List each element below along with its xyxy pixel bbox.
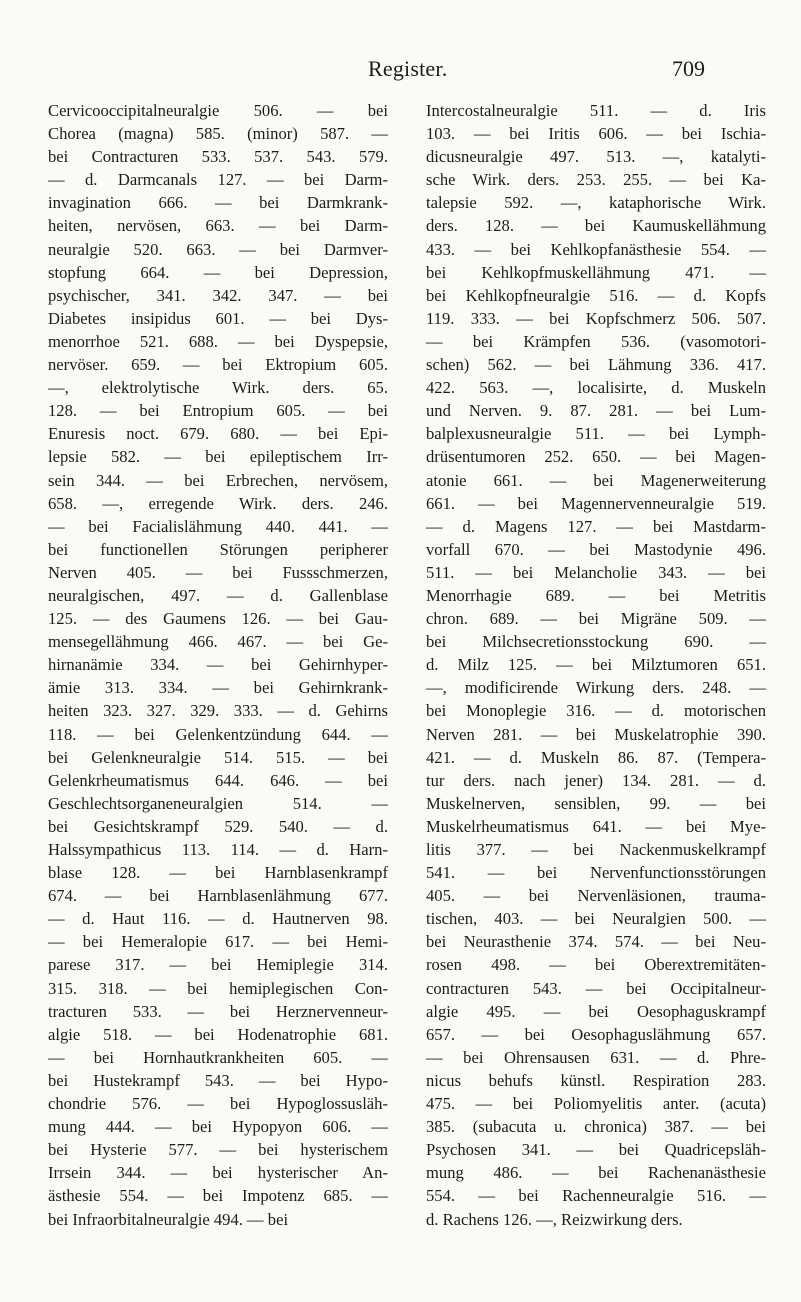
index-line: mensegellähmung 466. 467. — bei Ge- <box>48 632 388 652</box>
index-line: bei Hysterie 577. — bei hysterischem <box>48 1140 388 1160</box>
index-line: tischen, 403. — bei Neuralgien 500. — <box>426 909 766 929</box>
index-line: Menorrhagie 689. — bei Metritis <box>426 585 766 605</box>
index-line: — d. Darmcanals 127. — bei Darm- <box>48 170 388 190</box>
index-line: 103. — bei Iritis 606. — bei Ischia- <box>426 124 766 144</box>
index-line: tracturen 533. — bei Herznervenneur- <box>48 1001 388 1021</box>
index-line: Nerven 281. — bei Muskelatrophie 390. <box>426 724 766 744</box>
index-line: Muskelnerven, sensiblen, 99. — bei <box>426 793 766 813</box>
index-line: 661. — bei Magennervenneuralgie 519. <box>426 493 766 513</box>
index-line: ästhesie 554. — bei Impotenz 685. — <box>48 1186 388 1206</box>
running-head <box>0 56 801 86</box>
index-line: Muskelrheumatismus 641. — bei Mye- <box>426 816 766 836</box>
index-line: rosen 498. — bei Oberextremitäten- <box>426 955 766 975</box>
index-column-left <box>48 99 388 1231</box>
index-line: neuralgie 520. 663. — bei Darmver- <box>48 239 388 259</box>
index-line: — bei Facialislähmung 440. 441. — <box>48 516 388 536</box>
running-title: Register. <box>368 56 448 81</box>
index-line: Nerven 405. — bei Fussschmerzen, <box>48 562 388 582</box>
index-line: atonie 661. — bei Magenerweiterung <box>426 470 766 490</box>
index-line: menorrhoe 521. 688. — bei Dyspepsie, <box>48 331 388 351</box>
index-line: drüsentumoren 252. 650. — bei Magen- <box>426 447 766 467</box>
index-line: —, modificirende Wirkung ders. 248. — <box>426 678 766 698</box>
index-line: nicus behufs künstl. Respiration 283. <box>426 1070 766 1090</box>
index-line: Psychosen 341. — bei Quadricepsläh- <box>426 1140 766 1160</box>
index-line: und Nerven. 9. 87. 281. — bei Lum- <box>426 401 766 421</box>
index-line: Diabetes insipidus 601. — bei Dys- <box>48 308 388 328</box>
index-line: bei Infraorbitalneuralgie 494. — bei <box>48 1209 289 1229</box>
index-line: balplexusneuralgie 511. — bei Lymph- <box>426 424 766 444</box>
index-line: — bei Krämpfen 536. (vasomotori- <box>426 331 766 351</box>
index-line: — bei Ohrensausen 631. — d. Phre- <box>426 1047 766 1067</box>
index-line: chondrie 576. — bei Hypoglossusläh- <box>48 1094 388 1114</box>
index-line: Cervicooccipitalneuralgie 506. — bei <box>48 101 388 120</box>
index-line: schen) 562. — bei Lähmung 336. 417. <box>426 355 766 375</box>
index-line: Enuresis noct. 679. 680. — bei Epi- <box>48 424 388 444</box>
index-line: stopfung 664. — bei Depression, <box>48 262 388 282</box>
index-line: vorfall 670. — bei Mastodynie 496. <box>426 539 766 559</box>
index-line: bei Monoplegie 316. — d. motorischen <box>426 701 766 721</box>
index-line: bei Milchsecretionsstockung 690. — <box>426 632 766 652</box>
index-line: Chorea (magna) 585. (minor) 587. — <box>48 124 388 144</box>
index-line: bei Gelenkneuralgie 514. 515. — bei <box>48 747 388 767</box>
index-line: ders. 128. — bei Kaumuskellähmung <box>426 216 766 236</box>
index-line: heiten 323. 327. 329. 333. — d. Gehirns <box>48 701 388 721</box>
index-line: chron. 689. — bei Migräne 509. — <box>426 609 766 629</box>
index-line: dicusneuralgie 497. 513. —, katalyti- <box>426 147 766 167</box>
index-line: contracturen 543. — bei Occipitalneur- <box>426 978 766 998</box>
index-line: bei Kehlkopfmuskellähmung 471. — <box>426 262 766 282</box>
index-line: bei Hustekrampf 543. — bei Hypo- <box>48 1070 388 1090</box>
index-line: bei Contracturen 533. 537. 543. 579. <box>48 147 388 167</box>
index-line: 541. — bei Nervenfunctionsstörungen <box>426 863 766 883</box>
index-line: 125. — des Gaumens 126. — bei Gau- <box>48 609 388 629</box>
index-line: tur ders. nach jener) 134. 281. — d. <box>426 770 766 790</box>
index-line: litis 377. — bei Nackenmuskelkrampf <box>426 840 766 859</box>
index-line: 118. — bei Gelenkentzündung 644. — <box>48 724 388 744</box>
index-line: — d. Haut 116. — d. Hautnerven 98. <box>48 909 388 929</box>
index-line: 657. — bei Oesophaguslähmung 657. <box>426 1024 766 1044</box>
index-line: 554. — bei Rachenneuralgie 516. — <box>426 1186 766 1206</box>
index-line: sein 344. — bei Erbrechen, nervösem, <box>48 470 388 490</box>
index-line: 511. — bei Melancholie 343. — bei <box>426 562 766 582</box>
index-line: —, elektrolytische Wirk. ders. 65. <box>48 378 388 398</box>
index-line: 315. 318. — bei hemiplegischen Con- <box>48 978 388 998</box>
index-line: Irrsein 344. — bei hysterischer An- <box>48 1163 388 1183</box>
index-line: 385. (subacuta u. chronica) 387. — bei <box>426 1117 766 1137</box>
index-line: 405. — bei Nervenläsionen, trauma- <box>426 886 766 906</box>
page-number: 709 <box>672 56 705 81</box>
index-line: bei Kehlkopfneuralgie 516. — d. Kopfs <box>426 285 766 305</box>
index-line: invagination 666. — bei Darmkrank- <box>48 193 388 213</box>
index-line: parese 317. — bei Hemiplegie 314. <box>48 955 388 975</box>
index-line: ämie 313. 334. — bei Gehirnkrank- <box>48 678 388 698</box>
index-line: neuralgischen, 497. — d. Gallenblase <box>48 585 388 605</box>
index-line: heiten, nervösen, 663. — bei Darm- <box>48 216 388 236</box>
index-line: nervöser. 659. — bei Ektropium 605. <box>48 355 388 375</box>
index-line: mung 486. — bei Rachenanästhesie <box>426 1163 766 1183</box>
index-line: 421. — d. Muskeln 86. 87. (Tempera- <box>426 747 766 767</box>
index-line: blase 128. — bei Harnblasenkrampf <box>48 863 388 883</box>
index-line: lepsie 582. — bei epileptischem Irr- <box>48 447 388 467</box>
index-line: — bei Hornhautkrankheiten 605. — <box>48 1047 388 1067</box>
index-line: mung 444. — bei Hypopyon 606. — <box>48 1117 388 1137</box>
index-line: Gelenkrheumatismus 644. 646. — bei <box>48 770 388 790</box>
index-line: bei Neurasthenie 374. 574. — bei Neu- <box>426 932 766 952</box>
index-line: 674. — bei Harnblasenlähmung 677. <box>48 886 388 906</box>
index-line: hirnanämie 334. — bei Gehirnhyper- <box>48 655 388 675</box>
index-line: bei Gesichtskrampf 529. 540. — d. <box>48 816 388 836</box>
index-line: Halssympathicus 113. 114. — d. Harn- <box>48 840 388 859</box>
index-line: Intercostalneuralgie 511. — d. Iris <box>426 101 766 120</box>
index-line: d. Rachens 126. —, Reizwirkung ders. <box>426 1209 683 1229</box>
index-line: psychischer, 341. 342. 347. — bei <box>48 285 388 305</box>
index-line: 433. — bei Kehlkopfanästhesie 554. — <box>426 239 766 259</box>
index-line: 422. 563. —, localisirte, d. Muskeln <box>426 378 766 398</box>
index-line: — bei Hemeralopie 617. — bei Hemi- <box>48 932 388 952</box>
index-line: algie 495. — bei Oesophaguskrampf <box>426 1001 766 1021</box>
index-line: 475. — bei Poliomyelitis anter. (acuta) <box>426 1094 766 1114</box>
index-line: sche Wirk. ders. 253. 255. — bei Ka- <box>426 170 766 190</box>
index-line: algie 518. — bei Hodenatrophie 681. <box>48 1024 388 1044</box>
index-line: 658. —, erregende Wirk. ders. 246. <box>48 493 388 513</box>
index-line: Geschlechtsorganeneuralgien 514. — <box>48 793 388 813</box>
index-column-right <box>426 99 766 1231</box>
index-line: talepsie 592. —, kataphorische Wirk. <box>426 193 766 213</box>
index-line: 119. 333. — bei Kopfschmerz 506. 507. <box>426 308 766 328</box>
index-line: d. Milz 125. — bei Milztumoren 651. <box>426 655 766 675</box>
index-line: 128. — bei Entropium 605. — bei <box>48 401 388 421</box>
index-line: — d. Magens 127. — bei Mastdarm- <box>426 516 766 536</box>
index-line: bei functionellen Störungen peripherer <box>48 539 388 559</box>
